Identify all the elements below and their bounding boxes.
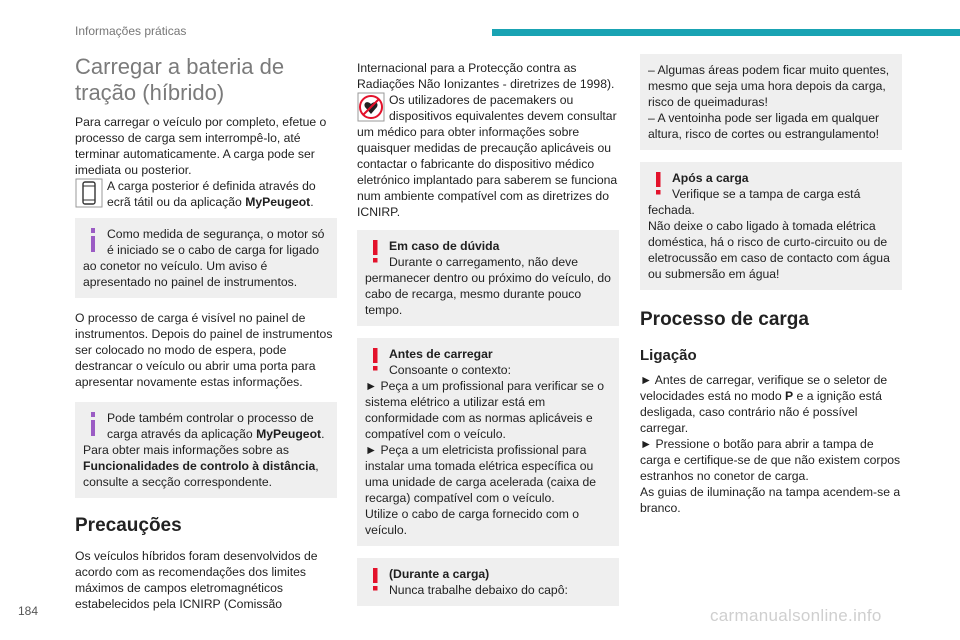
warning-text: Nunca trabalhe debaixo do capô: xyxy=(389,583,568,597)
info-icon xyxy=(83,410,105,442)
section-heading: Processo de carga xyxy=(640,309,809,330)
paragraph: O processo de carga é visível no painel de instrumentos. Depois do painel de instrumentos ser colocado no modo de espera, pode destrancar o veículo ou abrir uma porta para apresentar novamente estas informações. xyxy=(75,311,333,389)
warning-text: ► Peça a um profissional para verificar se o sistema elétrico a utilizar está em conformidade com as normas aplicáveis e compatível com o veículo. xyxy=(365,379,604,441)
warning-note xyxy=(640,162,902,290)
column-2 xyxy=(357,54,619,618)
paragraph: Os veículos híbridos foram desenvolvidos de acordo com as recomendações dos limites máximos de campos eletromagnéticos estabelecidos pela ICNIRP (Comissão xyxy=(75,549,318,611)
paragraph-with-icon xyxy=(75,178,337,210)
paragraph xyxy=(640,372,902,436)
warning-title: Em caso de dúvida xyxy=(389,239,500,253)
section-header: Informações práticas xyxy=(75,24,187,38)
feature-name: Funcionalidades de controlo à distância xyxy=(83,459,316,473)
paragraph: As guias de iluminação na tampa acendem-se a branco. xyxy=(640,485,901,515)
section-heading: Precauções xyxy=(75,515,182,536)
text: Os utilizadores de pacemakers ou dispositivos equivalentes devem consultar um médico para obter informações sobre quaisquer medidas de precaução aplicáveis ou contactar o fabricante do dispositivo médico eletrónico implantado para saberem se funciona num ambiente compatível com as diretrizes do ICNIRP. xyxy=(357,93,618,219)
column-1 xyxy=(75,54,337,612)
warning-text: Não deixe o cabo ligado à tomada elétrica doméstica, há o risco de curto-circuito ou de eletrocussão em caso de contacto com água ou submersão em água! xyxy=(648,219,890,281)
page-number: 184 xyxy=(18,604,39,618)
warning-text: Verifique se a tampa de carga está fechada. xyxy=(648,187,861,217)
paragraph: Para carregar o veículo por completo, efetue o processo de carga sem interrompê-lo, até terminar automaticamente. A carga pode ser imediata ou posterior. xyxy=(75,115,327,177)
paragraph-with-icon xyxy=(357,92,619,220)
text: e a ignição está desligada, caso contrário não é possível carregar. xyxy=(640,389,882,435)
paragraph: ► Pressione o botão para abrir a tampa de carga e certifique-se de que não existem corpos estranhos no conetor de carga. xyxy=(640,437,901,483)
paragraph: Internacional para a Protecção contra as Radiações Não Ionizantes - diretrizes de 1998). xyxy=(357,61,615,91)
warning-text: Utilize o cabo de carga fornecido com o veículo. xyxy=(365,507,580,537)
text: . xyxy=(310,195,314,209)
warning-text: ► Peça a um eletricista profissional para instalar uma tomada elétrica específica ou uma unidade de carga acelerada (caixa de recarga) compatível com o veículo. xyxy=(365,443,597,505)
note-text: Para obter mais informações sobre as xyxy=(83,443,289,457)
app-name: MyPeugeot xyxy=(256,427,322,441)
warning-continuation xyxy=(640,54,902,150)
note-text: , consulte a secção correspondente. xyxy=(83,459,319,489)
subsection-heading: Ligação xyxy=(640,347,697,364)
note-text: Pode também controlar o processo de carga através da aplicação xyxy=(107,411,314,441)
warning-note xyxy=(357,338,619,546)
text: ► Antes de carregar, verifique se o seletor de velocidades está no modo xyxy=(640,373,888,403)
header-accent-bar xyxy=(492,29,960,36)
warning-icon xyxy=(365,238,387,270)
info-note xyxy=(75,402,337,498)
warning-text: – Algumas áreas podem ficar muito quentes, mesmo que seja uma hora depois da carga, risco de queimaduras! xyxy=(648,63,890,109)
smartphone-icon xyxy=(75,178,103,208)
warning-text: Durante o carregamento, não deve permanecer dentro ou próximo do veículo, do cabo de recarga, mesmo durante pouco tempo. xyxy=(365,255,611,317)
column-3 xyxy=(640,54,902,516)
app-name: MyPeugeot xyxy=(245,195,311,209)
warning-icon xyxy=(365,346,387,378)
watermark: carmanualsonline.info xyxy=(710,606,882,625)
pacemaker-heart-icon xyxy=(357,92,385,122)
warning-note xyxy=(357,230,619,326)
warning-note xyxy=(357,558,619,606)
text: A carga posterior é definida através do ecrã tátil ou da aplicação xyxy=(107,179,316,209)
warning-title: (Durante a carga) xyxy=(389,567,490,581)
note-text: Como medida de segurança, o motor só é iniciado se o cabo de carga for ligado ao conetor no veículo. Um aviso é apresentado no painel de instrumentos. xyxy=(83,227,325,289)
gear-mode: P xyxy=(785,389,794,403)
warning-icon xyxy=(648,170,670,202)
warning-text: Consoante o contexto: xyxy=(389,363,511,377)
info-note xyxy=(75,218,337,298)
info-icon xyxy=(83,226,105,258)
page-title: Carregar a bateria de tração (híbrido) xyxy=(75,54,285,105)
warning-title: Após a carga xyxy=(672,171,749,185)
note-text: . xyxy=(321,427,325,441)
warning-text: – A ventoinha pode ser ligada em qualquer altura, risco de cortes ou estrangulamento! xyxy=(648,111,880,141)
warning-icon xyxy=(365,566,387,598)
warning-title: Antes de carregar xyxy=(389,347,493,361)
